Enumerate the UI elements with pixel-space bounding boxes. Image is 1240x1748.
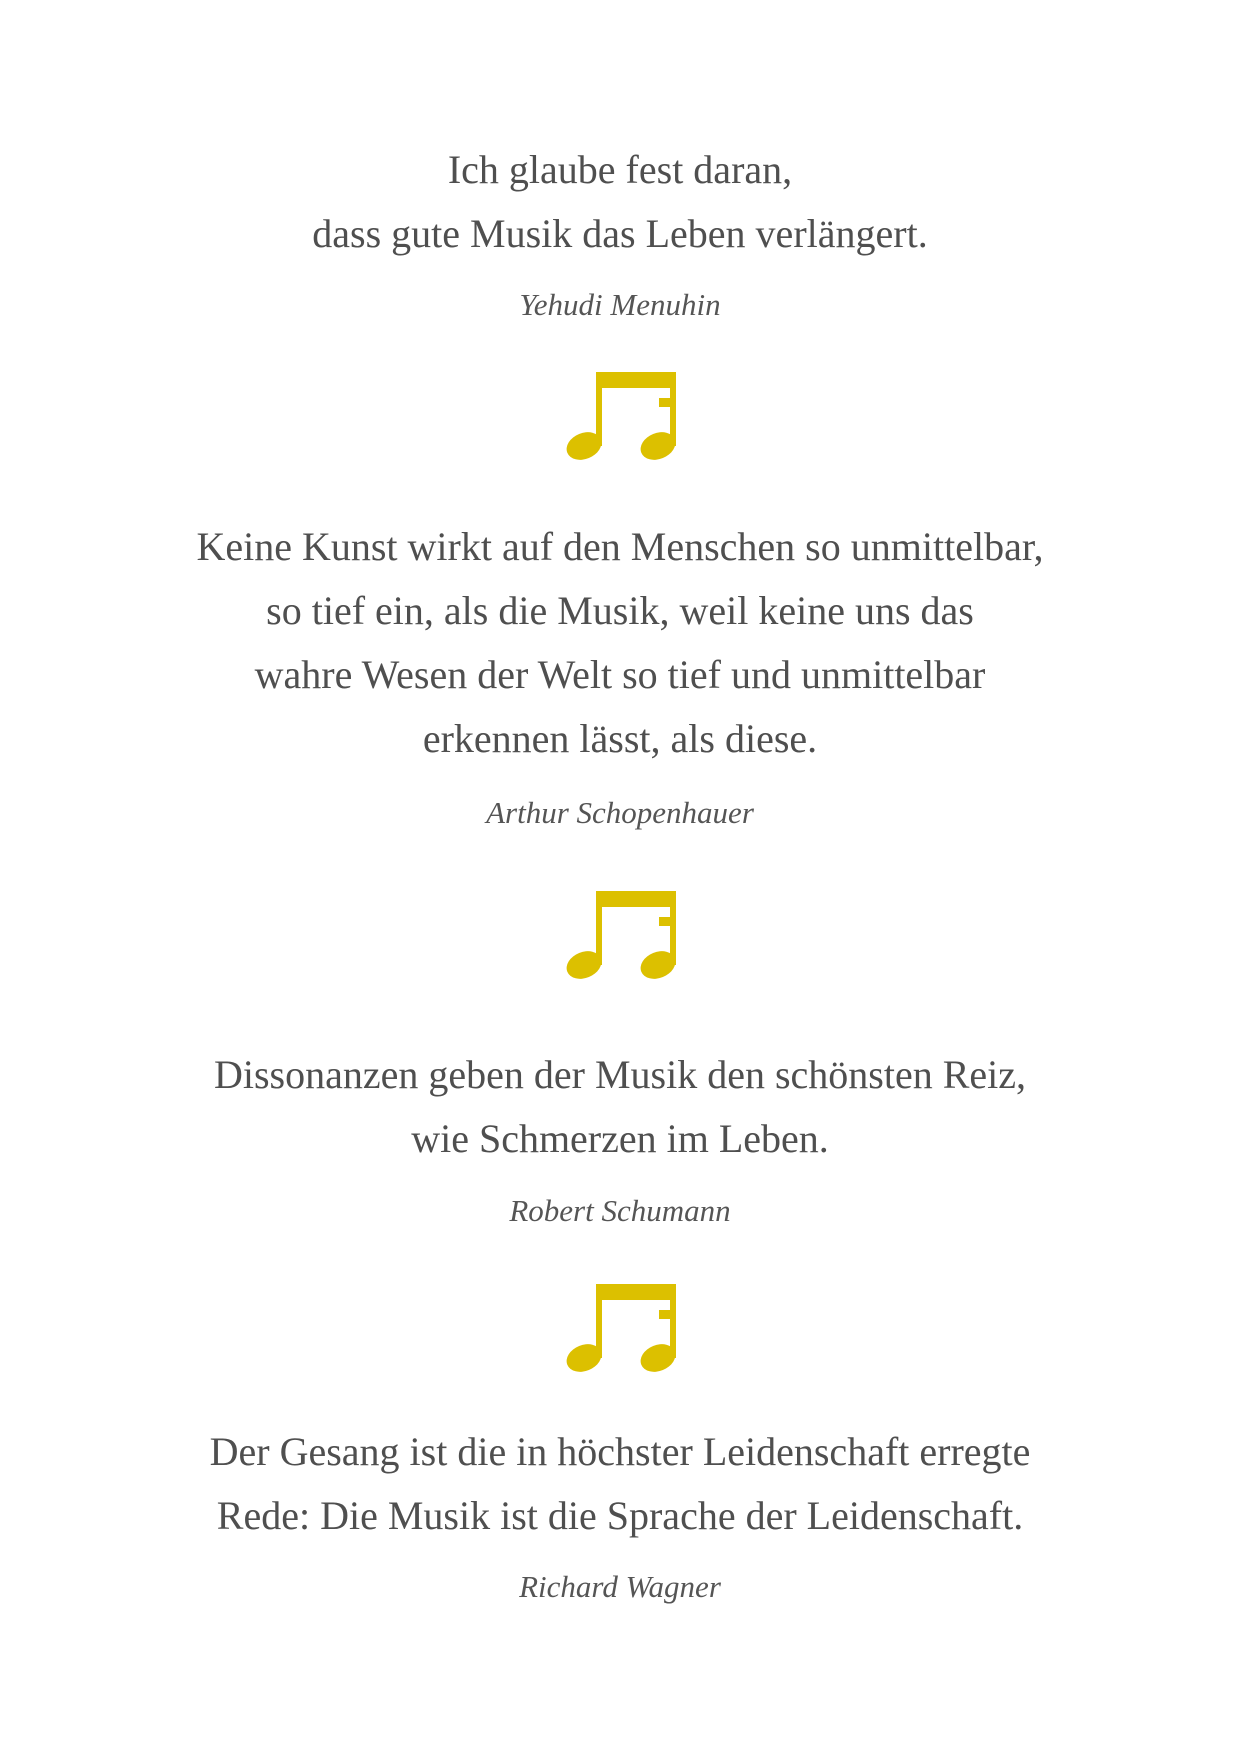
beamed-notes-icon-2 bbox=[560, 887, 680, 983]
quote-1-line-1: Ich glaube fest daran, bbox=[447, 147, 793, 192]
quote-2 bbox=[0, 515, 1240, 771]
music-note-icon bbox=[560, 1280, 680, 1376]
music-note-icon bbox=[560, 887, 680, 983]
quote-3 bbox=[0, 1043, 1240, 1171]
quote-2-line-3: wahre Wesen der Welt so tief und unmittelbar bbox=[254, 652, 986, 697]
quote-4-line-2: Rede: Die Musik ist die Sprache der Leidenschaft. bbox=[216, 1493, 1024, 1538]
quote-3-author: Robert Schumann bbox=[509, 1193, 731, 1228]
quote-4-author: Richard Wagner bbox=[519, 1569, 721, 1604]
quote-2-line-2: so tief ein, als die Musik, weil keine uns das bbox=[266, 588, 974, 633]
quote-2-line-1: Keine Kunst wirkt auf den Menschen so unmittelbar, bbox=[196, 524, 1044, 569]
quote-1-author: Yehudi Menuhin bbox=[519, 287, 721, 322]
quote-1-line-2: dass gute Musik das Leben verlängert. bbox=[312, 211, 928, 256]
quote-4-line-1: Der Gesang ist die in höchster Leidenschaft erregte bbox=[209, 1429, 1031, 1474]
beamed-notes-icon-3 bbox=[560, 1280, 680, 1376]
quote-4 bbox=[0, 1420, 1240, 1548]
quote-1 bbox=[0, 138, 1240, 266]
quote-2-line-4: erkennen lässt, als diese. bbox=[422, 716, 818, 761]
beamed-notes-icon-1 bbox=[560, 368, 680, 464]
music-note-icon bbox=[560, 368, 680, 464]
quote-3-line-2: wie Schmerzen im Leben. bbox=[411, 1116, 829, 1161]
quote-3-line-1: Dissonanzen geben der Musik den schönsten Reiz, bbox=[213, 1052, 1027, 1097]
quote-2-author: Arthur Schopenhauer bbox=[486, 795, 754, 830]
